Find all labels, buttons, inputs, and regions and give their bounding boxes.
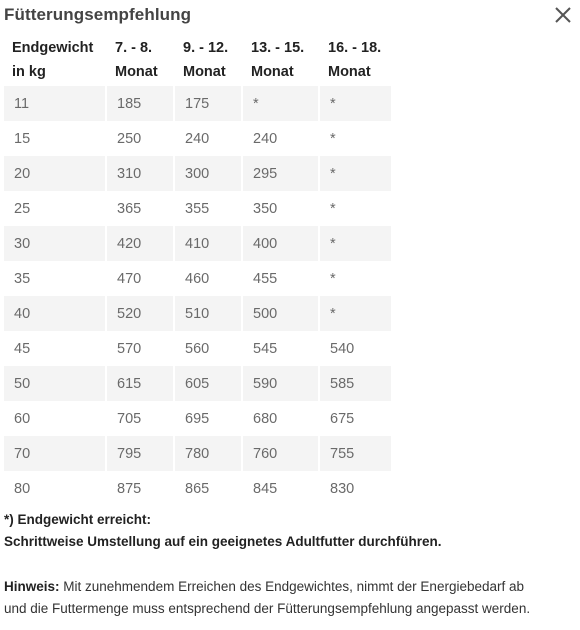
hint-label: Hinweis: [4,579,60,594]
cell-month-16-18: 675 [330,410,355,427]
cell-month-16-18: * [330,200,336,217]
table-row [4,226,391,261]
cell-month-7-8: 795 [107,436,173,471]
cell-month-13-15: 295 [243,156,318,191]
cell-endgewicht: 80 [14,480,31,497]
cell-month-9-12: 695 [185,410,210,427]
cell-month-9-12: 410 [175,226,241,261]
header-month-7-8: 7. - 8. Monat [115,40,158,80]
cell-month-13-15: 760 [243,436,318,471]
cell-month-7-8: 875 [117,480,142,497]
cell-month-13-15: 400 [243,226,318,261]
cell-endgewicht: 45 [14,340,31,357]
cell-month-9-12: 560 [185,340,210,357]
cell-month-9-12: 175 [175,86,241,121]
cell-endgewicht: 25 [14,200,31,217]
cell-month-16-18: 585 [320,366,391,401]
cell-month-9-12: 460 [185,270,210,287]
cell-endgewicht: 30 [4,226,105,261]
header-month-16-18: 16. - 18. Monat [328,40,382,80]
table-row [4,156,391,191]
cell-month-13-15: 500 [243,296,318,331]
cell-month-7-8: 615 [107,366,173,401]
cell-month-16-18: 830 [330,480,355,497]
cell-month-13-15: 845 [253,480,278,497]
header-month-13-15: 13. - 15. Monat [251,40,305,80]
footnote [4,509,576,553]
cell-month-16-18: * [320,156,391,191]
cell-month-16-18: * [320,86,391,121]
dialog-header [0,0,580,32]
cell-month-9-12: 865 [185,480,210,497]
cell-month-7-8: 420 [107,226,173,261]
close-button[interactable] [552,4,574,26]
hint-note [4,576,576,620]
feeding-table [2,34,393,506]
cell-month-13-15: * [243,86,318,121]
table-row [4,86,391,121]
cell-month-7-8: 310 [107,156,173,191]
cell-month-13-15: 350 [253,200,278,217]
table-row [4,331,391,366]
cell-month-7-8: 365 [117,200,142,217]
cell-month-7-8: 250 [117,130,142,147]
cell-endgewicht: 35 [14,270,31,287]
footnote-line-2: Schrittweise Umstellung auf ein geeignetes Adultfutter durchführen. [4,534,442,549]
hint-text-line-2: und die Futtermenge muss entsprechend der Fütterungsempfehlung angepasst werden. [4,601,531,616]
hint-text-line-1: Mit zunehmendem Erreichen des Endgewichtes, nimmt der Energiebedarf ab [59,579,525,594]
table-row [4,261,391,296]
cell-endgewicht: 15 [14,130,31,147]
cell-month-16-18: * [330,270,336,287]
cell-month-13-15: 590 [243,366,318,401]
cell-month-7-8: 470 [117,270,142,287]
cell-endgewicht: 20 [4,156,105,191]
cell-endgewicht: 70 [4,436,105,471]
header-endgewicht: Endgewicht in kg [12,40,94,80]
cell-endgewicht: 40 [4,296,105,331]
cell-month-9-12: 780 [175,436,241,471]
cell-month-13-15: 545 [253,340,278,357]
cell-month-16-18: 755 [320,436,391,471]
cell-month-16-18: * [320,296,391,331]
cell-month-13-15: 680 [253,410,278,427]
cell-month-7-8: 520 [107,296,173,331]
table-header-row [4,34,391,86]
cell-month-9-12: 355 [185,200,210,217]
table-row [4,121,391,156]
cell-month-13-15: 240 [253,130,278,147]
table-row [4,366,391,401]
table-row [4,401,391,436]
cell-endgewicht: 50 [4,366,105,401]
table-row [4,296,391,331]
table-row [4,191,391,226]
cell-month-7-8: 185 [107,86,173,121]
cell-month-9-12: 510 [175,296,241,331]
table-row [4,471,391,506]
header-month-9-12: 9. - 12. Monat [183,40,229,80]
cell-month-9-12: 300 [175,156,241,191]
cell-month-7-8: 570 [117,340,142,357]
cell-endgewicht: 60 [14,410,31,427]
close-icon [552,4,574,26]
dialog-title: Fütterungsempfehlung [4,5,192,24]
cell-month-16-18: 540 [330,340,355,357]
cell-month-9-12: 605 [175,366,241,401]
cell-month-9-12: 240 [185,130,210,147]
cell-month-13-15: 455 [253,270,278,287]
cell-endgewicht: 11 [4,86,105,121]
footnote-line-1: *) Endgewicht erreicht: [4,512,152,527]
cell-month-7-8: 705 [117,410,142,427]
cell-month-16-18: * [320,226,391,261]
table-row [4,436,391,471]
cell-month-16-18: * [330,130,336,147]
